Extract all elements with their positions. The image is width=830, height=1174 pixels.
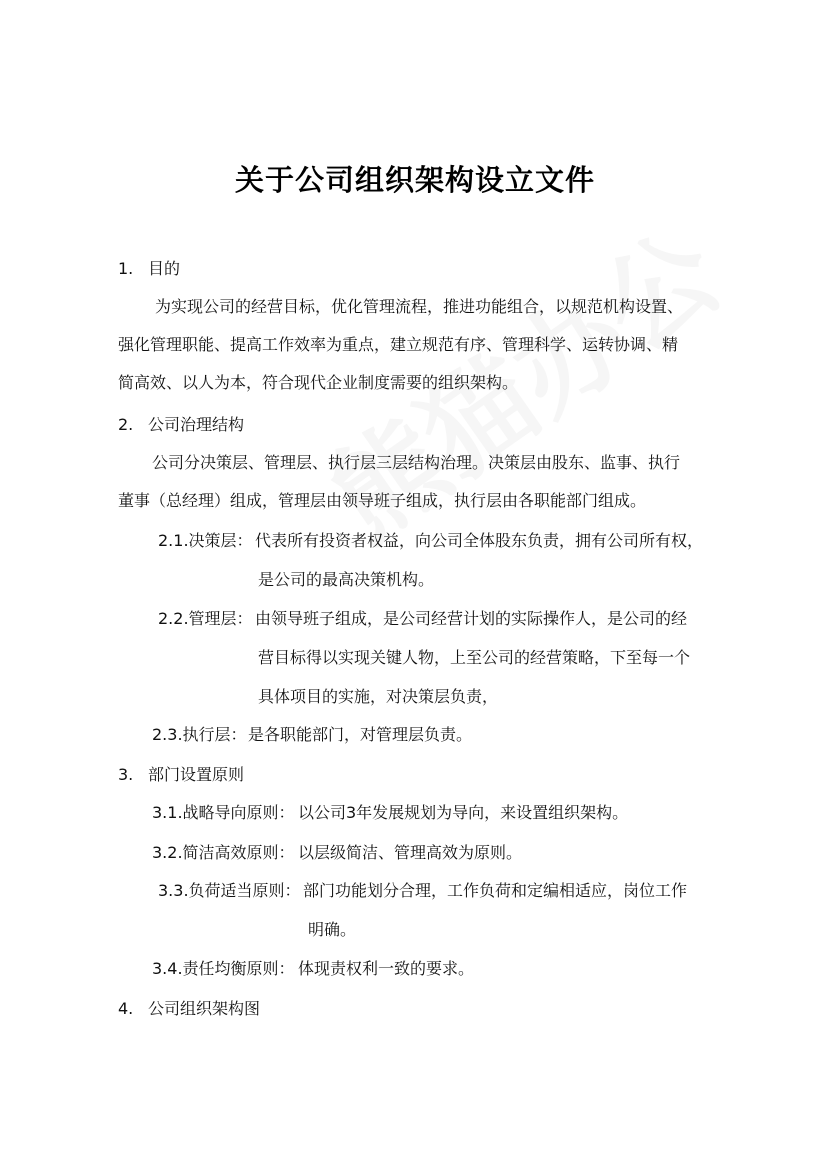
section-title: 公司组织架构图 xyxy=(148,999,261,1018)
item-label: 2.2.管理层： xyxy=(158,609,253,628)
item-text: 明确。 xyxy=(308,920,357,939)
item-text: 具体项目的实施，对决策层负责， xyxy=(258,687,499,706)
section-title: 部门设置原则 xyxy=(148,765,245,784)
item-text: 是各职能部门，对管理层负责。 xyxy=(248,725,473,744)
paragraph-line: 简高效、以人为本，符合现代企业制度需要的组织架构。 xyxy=(118,373,519,392)
section-number: 3. xyxy=(118,765,134,784)
section-1-heading xyxy=(118,258,180,280)
item-label: 2.3.执行层： xyxy=(152,725,247,744)
section-number: 4. xyxy=(118,999,134,1018)
section-2-heading xyxy=(118,414,244,436)
document-title: 关于公司组织架构设立文件 xyxy=(234,163,595,197)
item-text: 营目标得以实现关键人物，上至公司的经营策略，下至每一个 xyxy=(258,648,691,667)
item-label: 3.2.简洁高效原则： xyxy=(152,843,295,862)
item-text: 以层级简洁、管理高效为原则。 xyxy=(298,843,523,862)
item-text: 以公司3年发展规划为导向，来设置组织架构。 xyxy=(298,803,629,822)
section-title: 目的 xyxy=(148,259,181,278)
section-4-heading xyxy=(118,998,260,1020)
item-label: 2.1.决策层： xyxy=(158,531,253,550)
item-text: 体现责权利一致的要求。 xyxy=(298,959,475,978)
item-label: 3.1.战略导向原则： xyxy=(152,803,295,822)
item-label: 3.3.负荷适当原则： xyxy=(158,881,301,900)
section-number: 2. xyxy=(118,415,134,434)
item-text: 由领导班子组成，是公司经营计划的实际操作人，是公司的经 xyxy=(255,609,688,628)
paragraph-line: 强化管理职能、提高工作效率为重点，建立规范有序、管理科学、运转协调、精 xyxy=(118,335,679,354)
section-number: 1. xyxy=(118,259,134,278)
item-label: 3.4.责任均衡原则： xyxy=(152,959,295,978)
section-title: 公司治理结构 xyxy=(148,415,245,434)
paragraph-line: 董事（总经理）组成，管理层由领导班子组成，执行层由各职能部门组成。 xyxy=(118,491,647,510)
item-text: 是公司的最高决策机构。 xyxy=(258,570,435,589)
paragraph-line: 为实现公司的经营目标，优化管理流程，推进功能组合，以规范机构设置、 xyxy=(155,297,684,316)
item-text: 部门功能划分合理，工作负荷和定编相适应，岗位工作 xyxy=(303,881,688,900)
paragraph-line: 公司分决策层、管理层、执行层三层结构治理。决策层由股东、监事、执行 xyxy=(152,453,681,472)
section-3-heading xyxy=(118,764,244,786)
item-text: 代表所有投资者权益，向公司全体股东负责，拥有公司所有权， xyxy=(255,531,704,550)
